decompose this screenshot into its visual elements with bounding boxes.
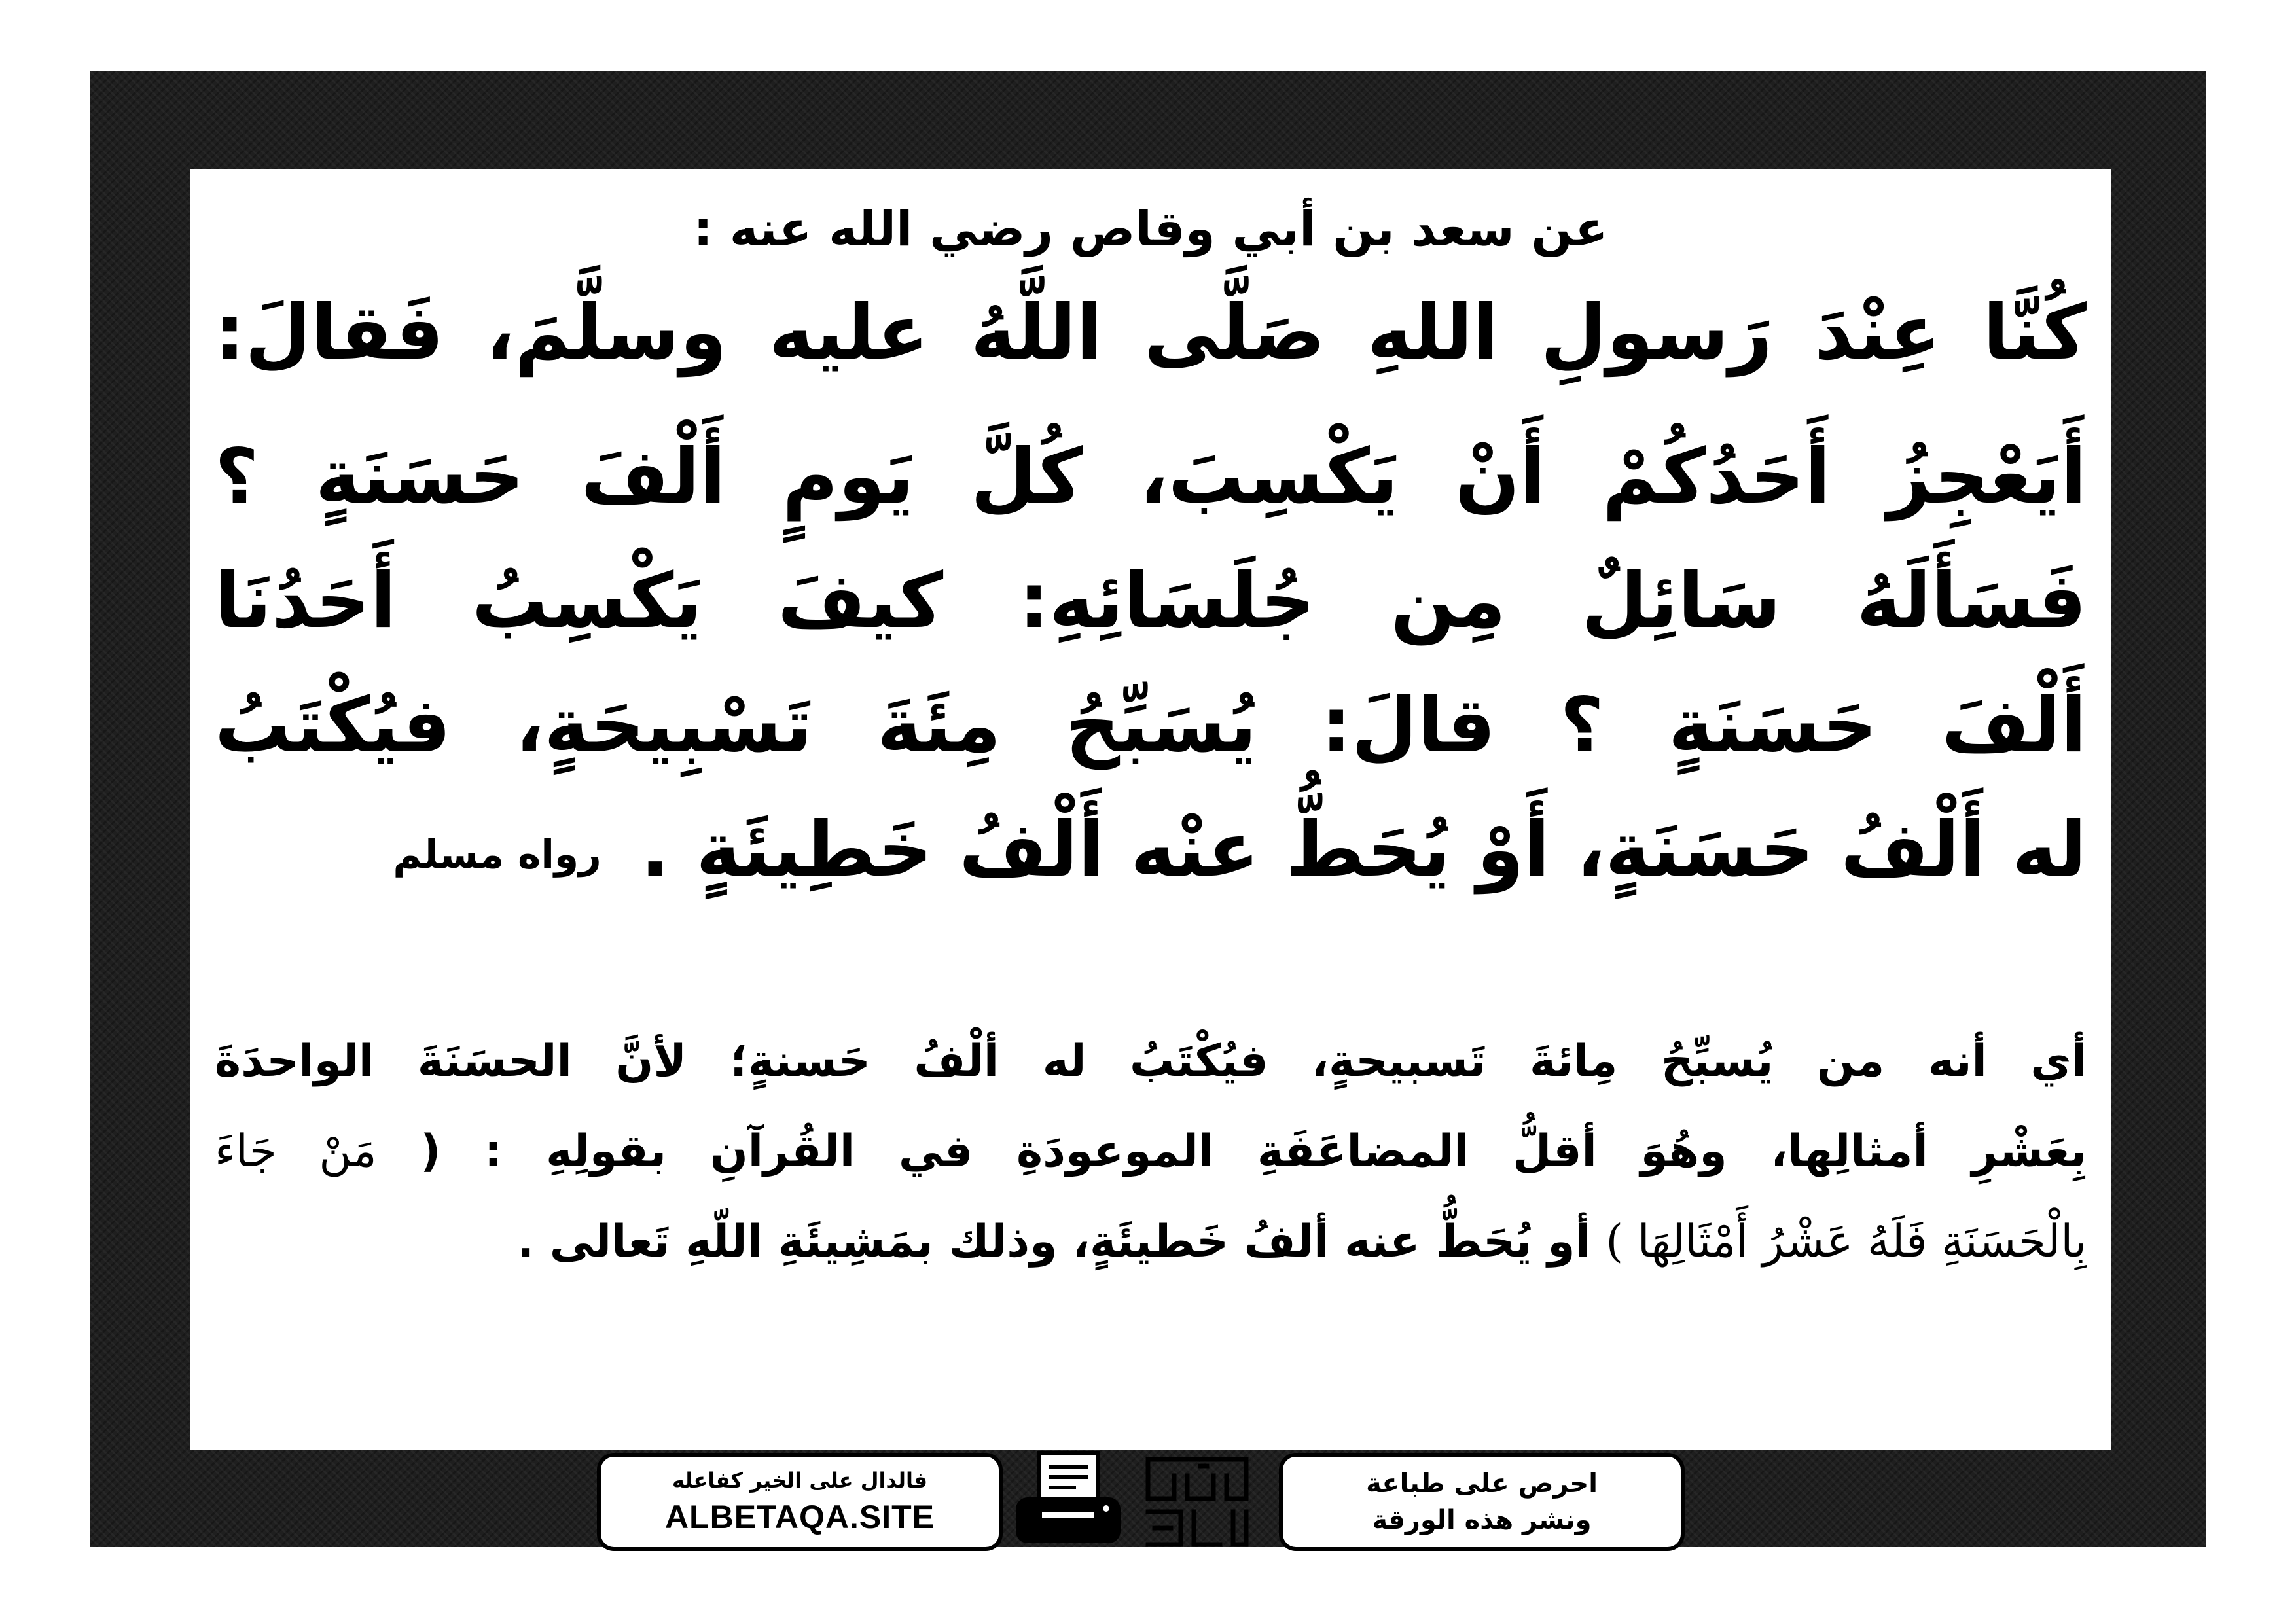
content-panel [190,169,2111,1450]
explanation-line-3 [215,1213,2087,1271]
footer-website-box [597,1453,1003,1551]
explanation-line-2-text: بِعَشْرِ أمثالِها، وهُوَ أقلُّ المضاعَفَةِ الموعودَةِ في القُرآنِ بقولِهِ : ( [420,1126,2087,1177]
hadith-line-5 [215,802,2087,897]
narrator-line: عن سعد بن أبي وقاص رضي الله عنه : [693,201,1608,257]
footer-slogan: فالدال على الخير كفاعله [672,1467,927,1493]
footer-website-link[interactable]: ALBETAQA.SITE [664,1499,935,1536]
hadith-line-4: أَلْفَ حَسَنَةٍ ؟ قالَ: يُسَبِّحُ مِئَةَ تَسْبِيحَةٍ، فيُكْتَبُ [215,681,2087,770]
printer-icon [1009,1446,1127,1558]
footer-print-line-2: ونشر هذه الورقة [1372,1505,1592,1535]
explanation-line-1: أي أنه من يُسبِّحُ مِائةَ تَسبيحةٍ، فيُكْتَبُ له ألْفُ حَسنةٍ؛ لأنَّ الحسَنَةَ الواحدَةَ [215,1035,2087,1087]
dawa-logo [1135,1446,1259,1558]
hadith-line-3: فَسَأَلَهُ سَائِلٌ مِن جُلَسَائِهِ: كيفَ يَكْسِبُ أَحَدُنَا [215,557,2087,645]
footer-bar [597,1446,1710,1558]
hadith-source: رواه مسلم [393,831,601,878]
footer-print-line-1: احرص على طباعة [1366,1469,1598,1499]
hadith-line-2: أَيَعْجِزُ أَحَدُكُمْ أَنْ يَكْسِبَ، كُلَّ يَومٍ أَلْفَ حَسَنَةٍ ؟ [215,433,2087,521]
explanation-line-3-text: أو يُحَطُّ عنه ألفُ خَطيئَةٍ، وذلك بمَشِيئَةِ اللّهِ تَعالى . [517,1216,1590,1268]
hadith-line-5-text: له أَلْفُ حَسَنَةٍ، أَوْ يُحَطُّ عنْه أَلْفُ خَطِيئَةٍ . [640,806,2087,894]
quran-quote-start: مَنْ جَاءَ [215,1126,377,1177]
explanation-line-2 [215,1123,2087,1181]
hadith-line-1: كُنَّا عِنْدَ رَسولِ اللهِ صَلَّى اللَّهُ عليه وسلَّمَ، فَقالَ: [215,289,2087,377]
footer-print-box [1279,1453,1685,1551]
quran-quote-end: بِالْحَسَنَةِ فَلَهُ عَشْرُ أَمْثَالِهَا ) [1605,1216,2087,1268]
